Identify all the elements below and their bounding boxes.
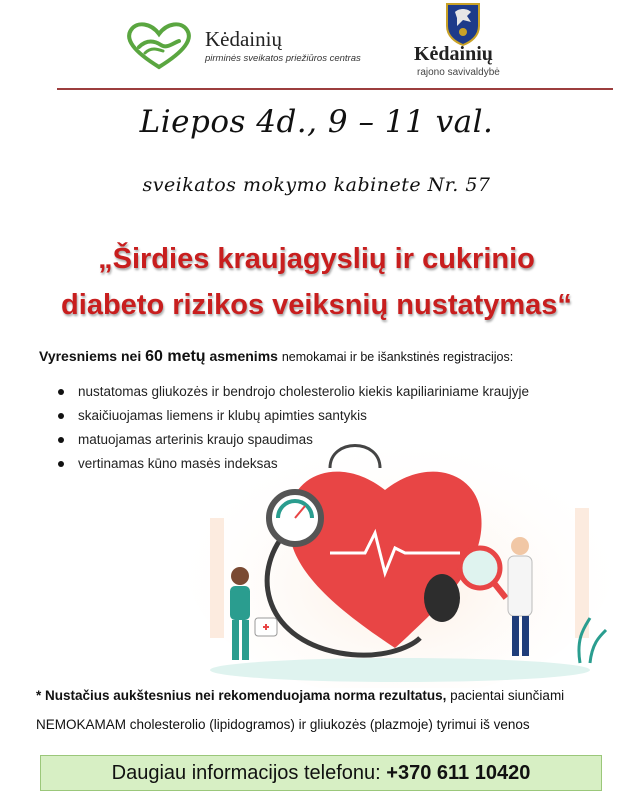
services-list <box>58 380 529 476</box>
list-item: nustatomas gliukozės ir bendrojo cholesterolio kiekis kapiliariniame kraujyje <box>58 380 529 404</box>
coat-of-arms-icon <box>445 2 481 46</box>
nurse-head <box>231 567 249 585</box>
intro-age: 60 metų <box>145 348 206 365</box>
list-item: skaičiuojamas liemens ir klubų apimties santykis <box>58 404 529 428</box>
floor-shadow <box>210 658 590 682</box>
footnote-bold: * Nustačius aukštesnius nei rekomenduojama norma rezultatus, <box>36 688 447 703</box>
nurse-leg <box>242 620 249 660</box>
doctor-coat <box>508 556 532 616</box>
nurse-body <box>230 586 250 620</box>
list-item: vertinamas kūno masės indeksas <box>58 452 529 476</box>
header-divider <box>57 88 613 90</box>
event-place: sveikatos mokymo kabinete Nr. 57 <box>142 174 491 196</box>
bg-arrow <box>210 518 224 638</box>
footnote-line-1 <box>36 688 564 703</box>
magnifier-icon <box>460 548 500 588</box>
event-title-line-2: diabeto rizikos veiksnių nustatymas“ <box>61 289 572 321</box>
event-title-line-1: „Širdies kraujagyslių ir cukrinio <box>98 243 535 275</box>
contact-bar <box>40 755 602 791</box>
right-org-name: Kėdainių <box>414 43 493 65</box>
intro-part-1: Vyresniems nei <box>39 348 146 364</box>
left-org-subtitle: pirminės sveikatos priežiūros centras <box>205 53 361 64</box>
intro-part-2: asmenims <box>205 348 282 364</box>
right-org-subtitle: rajono savivaldybė <box>417 67 500 78</box>
contact-label: Daugiau informacijos telefonu: <box>111 762 387 784</box>
bg-arrow <box>575 508 589 638</box>
left-org-name: Kėdainių <box>205 27 282 51</box>
event-date-time: Liepos 4d., 9 – 11 val. <box>139 104 494 140</box>
pump-bulb <box>424 574 460 622</box>
doctor-leg <box>512 616 519 656</box>
pspc-hands-heart-logo-icon <box>123 21 195 71</box>
list-item: matuojamas arterinis kraujo spaudimas <box>58 428 529 452</box>
intro-part-3: nemokamai ir be išankstinės registracijos: <box>281 350 514 364</box>
doctor-leg <box>522 616 529 656</box>
nurse-leg <box>232 620 239 660</box>
footnote-line-2: NEMOKAMAM cholesterolio (lipidogramos) ir gliukozės (plazmoje) tyrimui iš venos <box>36 717 530 732</box>
doctor-head <box>511 537 529 555</box>
contact-phone[interactable]: +370 611 10420 <box>386 762 531 784</box>
footnote-rest: pacientai siunčiami <box>446 688 565 703</box>
eligibility-intro <box>39 348 513 366</box>
